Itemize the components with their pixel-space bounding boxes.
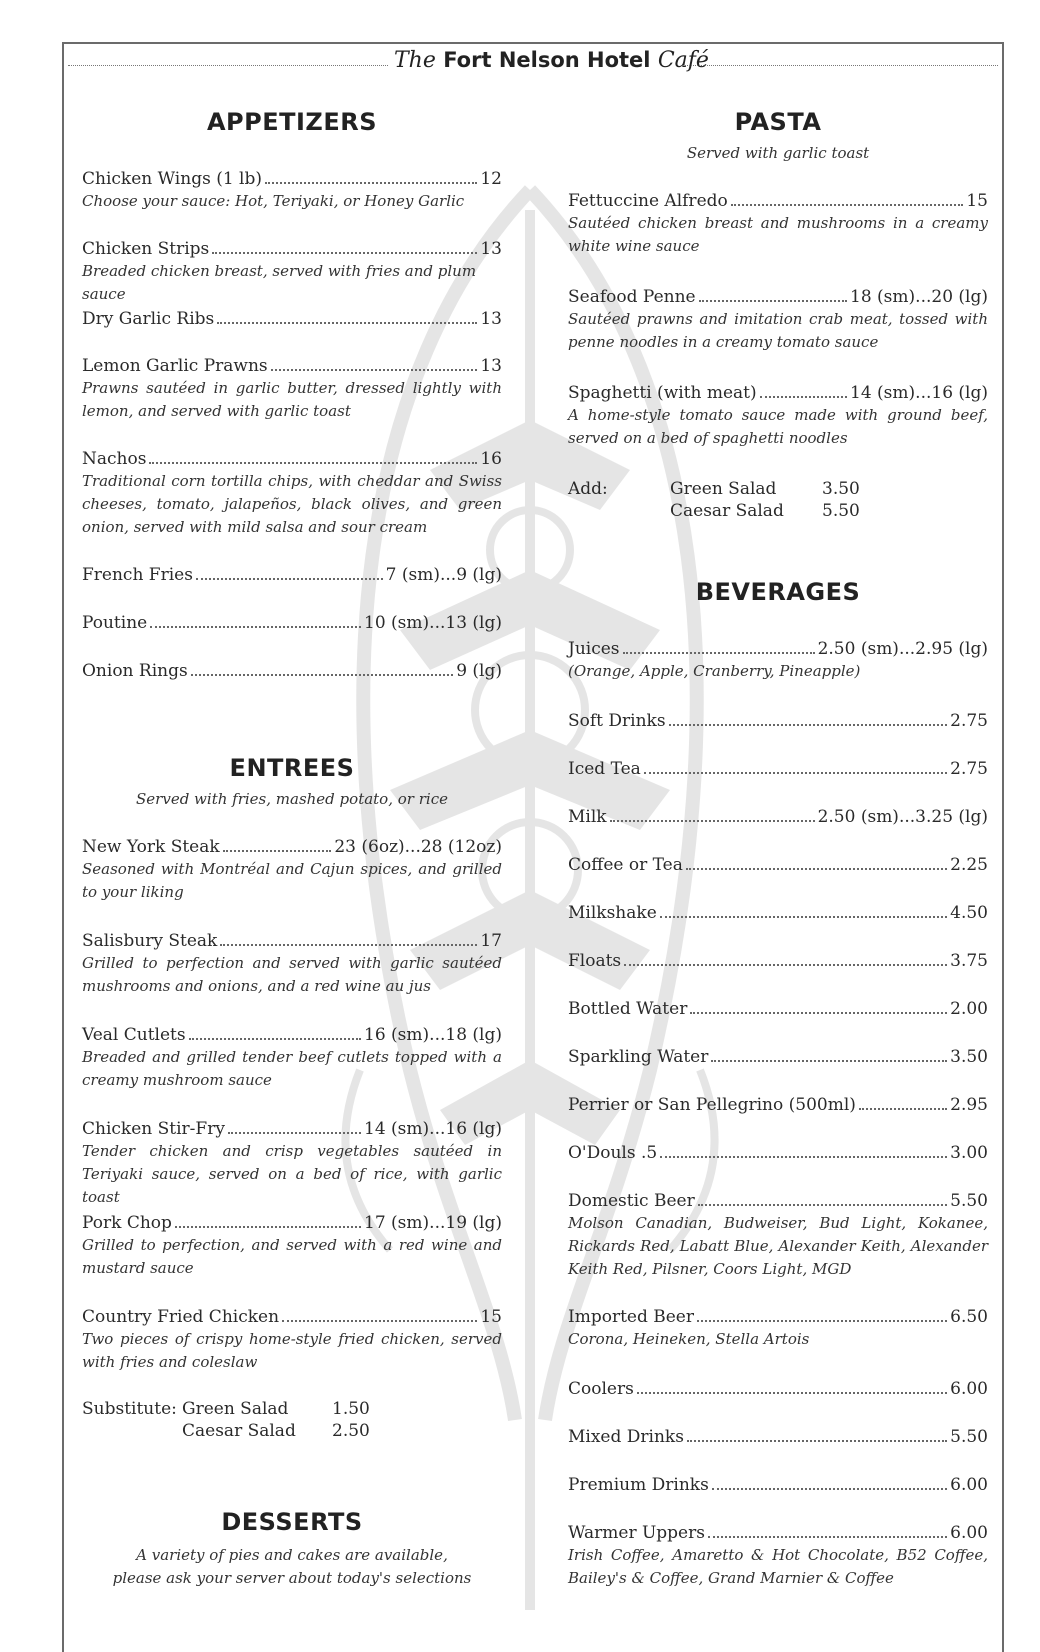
add-option-name: Green Salad bbox=[670, 479, 777, 499]
item-name: Perrier or San Pellegrino (500ml) bbox=[568, 1095, 856, 1115]
entrees-title: ENTREES bbox=[229, 754, 355, 782]
menu-item bbox=[82, 1306, 502, 1374]
pasta-subtitle: Served with garlic toast bbox=[686, 144, 870, 162]
add-option-name: Caesar Salad bbox=[670, 501, 784, 521]
menu-item bbox=[82, 612, 502, 634]
item-price: 13 bbox=[480, 356, 502, 376]
menu-item bbox=[568, 1378, 988, 1400]
item-price: 14 (sm)...16 (lg) bbox=[364, 1119, 502, 1139]
menu-item bbox=[568, 998, 988, 1020]
leader-dots bbox=[690, 1012, 947, 1014]
item-description: Grilled to perfection and served with garlic sautéed mushrooms and onions, and a red wine au jus bbox=[82, 954, 502, 995]
desserts-title: DESSERTS bbox=[221, 1508, 363, 1536]
leader-dots bbox=[637, 1392, 947, 1394]
item-price: 2.75 bbox=[950, 759, 988, 779]
add-option-price: 3.50 bbox=[822, 479, 860, 499]
leader-dots bbox=[196, 578, 383, 580]
item-name: Onion Rings bbox=[82, 661, 188, 681]
item-price: 5.50 bbox=[950, 1427, 988, 1447]
menu-item bbox=[82, 1118, 502, 1209]
item-price: 3.00 bbox=[950, 1143, 988, 1163]
menu-item bbox=[82, 448, 502, 539]
right-column bbox=[568, 0, 988, 1646]
item-description: Choose your sauce: Hot, Teriyaki, or Honey Garlic bbox=[82, 192, 465, 210]
item-description: Sautéed chicken breast and mushrooms in a creamy white wine sauce bbox=[568, 214, 988, 255]
item-price: 18 (sm)...20 (lg) bbox=[850, 287, 988, 307]
menu-item bbox=[82, 836, 502, 904]
item-name: Chicken Stir-Fry bbox=[82, 1119, 225, 1139]
leader-dots bbox=[191, 674, 453, 676]
leader-dots bbox=[624, 964, 947, 966]
item-price: 3.75 bbox=[950, 951, 988, 971]
item-name: Milk bbox=[568, 807, 607, 827]
item-description: Grilled to perfection, and served with a red wine and mustard sauce bbox=[82, 1236, 502, 1277]
leader-dots bbox=[610, 820, 815, 822]
item-price: 17 bbox=[480, 931, 502, 951]
item-description: Two pieces of crispy home-style fried chicken, served with fries and coleslaw bbox=[82, 1330, 502, 1371]
menu-item bbox=[82, 564, 502, 586]
leader-dots bbox=[220, 944, 477, 946]
item-name: French Fries bbox=[82, 565, 193, 585]
item-description: Traditional corn tortilla chips, with cheddar and Swiss cheeses, tomato, jalapeños, black olives, and green onion, served with mild salsa and sour cream bbox=[82, 472, 502, 536]
item-name: Floats bbox=[568, 951, 622, 971]
leader-dots bbox=[699, 300, 847, 302]
item-name: Seafood Penne bbox=[568, 287, 696, 307]
menu-item bbox=[568, 190, 988, 258]
entrees-subtitle: Served with fries, mashed potato, or rice bbox=[136, 790, 448, 808]
item-name: Poutine bbox=[82, 613, 148, 633]
menu-item bbox=[568, 1046, 988, 1068]
item-price: 6.00 bbox=[950, 1523, 988, 1543]
menu-item bbox=[568, 1094, 988, 1116]
menu-item bbox=[568, 286, 988, 354]
menu-item bbox=[568, 902, 988, 924]
item-description: Irish Coffee, Amaretto & Hot Chocolate, B52 Coffee, Bailey's & Coffee, Grand Marnier & Coffee bbox=[568, 1546, 988, 1587]
item-name: Imported Beer bbox=[568, 1307, 694, 1327]
menu-item bbox=[82, 355, 502, 423]
item-price: 5.50 bbox=[950, 1191, 988, 1211]
leader-dots bbox=[212, 252, 477, 254]
item-name: Country Fried Chicken bbox=[82, 1307, 280, 1327]
item-price: 16 bbox=[480, 449, 502, 469]
leader-dots bbox=[687, 1440, 947, 1442]
leader-dots bbox=[669, 724, 948, 726]
item-price: 2.95 bbox=[950, 1095, 988, 1115]
leader-dots bbox=[731, 204, 964, 206]
menu-item bbox=[82, 168, 502, 213]
item-description: A home-style tomato sauce made with ground beef, served on a bed of spaghetti noodles bbox=[568, 406, 988, 447]
menu-item bbox=[568, 950, 988, 972]
substitute-options bbox=[82, 1398, 502, 1444]
leader-dots bbox=[271, 369, 478, 371]
item-price: 2.00 bbox=[950, 999, 988, 1019]
item-description: Seasoned with Montréal and Cajun spices, and grilled to your liking bbox=[82, 860, 502, 901]
item-name: Chicken Wings (1 lb) bbox=[82, 169, 263, 189]
item-name: Chicken Strips bbox=[82, 239, 210, 259]
menu-item bbox=[82, 930, 502, 998]
beverages-title: BEVERAGES bbox=[695, 578, 861, 606]
item-name: Domestic Beer bbox=[568, 1191, 695, 1211]
pasta-title: PASTA bbox=[734, 108, 822, 136]
pasta-add-options bbox=[568, 478, 988, 524]
substitute-label: Substitute: bbox=[82, 1399, 177, 1419]
header-the: The bbox=[394, 48, 436, 73]
menu-item bbox=[568, 1190, 988, 1281]
item-name: Lemon Garlic Prawns bbox=[82, 356, 268, 376]
item-name: Premium Drinks bbox=[568, 1475, 709, 1495]
menu-item bbox=[568, 1474, 988, 1496]
leader-dots bbox=[189, 1038, 361, 1040]
item-price: 10 (sm)...13 (lg) bbox=[364, 613, 502, 633]
item-price: 2.75 bbox=[950, 711, 988, 731]
menu-item bbox=[568, 710, 988, 732]
leader-dots bbox=[660, 1156, 947, 1158]
leader-dots bbox=[150, 626, 361, 628]
leader-dots bbox=[859, 1108, 947, 1110]
item-price: 13 bbox=[480, 309, 502, 329]
item-description: Tender chicken and crisp vegetables sautéed in Teriyaki sauce, served on a bed of rice, with garlic toast bbox=[82, 1142, 502, 1206]
menu-item bbox=[568, 1522, 988, 1590]
item-description: Molson Canadian, Budweiser, Bud Light, Kokanee, Rickards Red, Labatt Blue, Alexander Keith, Alexander Keith Red, Pilsner, Coors Light, MGD bbox=[568, 1214, 988, 1278]
item-price: 14 (sm)...16 (lg) bbox=[850, 383, 988, 403]
item-name: New York Steak bbox=[82, 837, 220, 857]
item-price: 6.00 bbox=[950, 1379, 988, 1399]
item-price: 6.50 bbox=[950, 1307, 988, 1327]
item-price: 2.50 (sm)...3.25 (lg) bbox=[817, 807, 988, 827]
leader-dots bbox=[698, 1204, 947, 1206]
menu-item bbox=[82, 1212, 502, 1280]
menu-item bbox=[568, 758, 988, 780]
item-name: Salisbury Steak bbox=[82, 931, 218, 951]
item-price: 13 bbox=[480, 239, 502, 259]
appetizers-title: APPETIZERS bbox=[206, 108, 377, 136]
leader-dots bbox=[282, 1320, 477, 1322]
item-name: Mixed Drinks bbox=[568, 1427, 684, 1447]
substitute-option-price: 1.50 bbox=[332, 1399, 370, 1419]
item-name: Coolers bbox=[568, 1379, 634, 1399]
desserts-note-line1: A variety of pies and cakes are available, bbox=[136, 1546, 448, 1564]
add-option-price: 5.50 bbox=[822, 501, 860, 521]
menu-item bbox=[82, 1024, 502, 1092]
item-price: 23 (6oz)...28 (12oz) bbox=[334, 837, 502, 857]
item-price: 16 (sm)...18 (lg) bbox=[364, 1025, 502, 1045]
leader-dots bbox=[217, 322, 477, 324]
item-name: O'Douls .5 bbox=[568, 1143, 658, 1163]
substitute-option-name: Caesar Salad bbox=[182, 1421, 296, 1441]
left-column bbox=[82, 0, 502, 1646]
leader-dots bbox=[223, 850, 332, 852]
item-description: Sautéed prawns and imitation crab meat, tossed with penne noodles in a creamy tomato sauce bbox=[568, 310, 988, 351]
item-price: 2.50 (sm)...2.95 (lg) bbox=[817, 639, 988, 659]
menu-item bbox=[568, 638, 988, 683]
add-label: Add: bbox=[568, 479, 608, 499]
menu-item bbox=[568, 1426, 988, 1448]
menu-item bbox=[82, 308, 502, 330]
item-description: Breaded and grilled tender beef cutlets topped with a creamy mushroom sauce bbox=[82, 1048, 502, 1089]
menu-item bbox=[568, 1142, 988, 1164]
menu-item bbox=[568, 854, 988, 876]
item-description: (Orange, Apple, Cranberry, Pineapple) bbox=[568, 662, 861, 680]
item-description: Prawns sautéed in garlic butter, dressed lightly with lemon, and served with garlic toast bbox=[82, 379, 502, 420]
item-price: 12 bbox=[480, 169, 502, 189]
leader-dots bbox=[712, 1488, 947, 1490]
menu-item bbox=[82, 660, 502, 682]
leader-dots bbox=[686, 868, 947, 870]
substitute-option-price: 2.50 bbox=[332, 1421, 370, 1441]
menu-item bbox=[568, 1306, 988, 1351]
leader-dots bbox=[711, 1060, 947, 1062]
menu-item bbox=[568, 806, 988, 828]
header-cafe: Café bbox=[657, 48, 709, 73]
item-price: 7 (sm)...9 (lg) bbox=[385, 565, 502, 585]
item-description: Corona, Heineken, Stella Artois bbox=[568, 1330, 810, 1348]
leader-dots bbox=[708, 1536, 947, 1538]
item-price: 9 (lg) bbox=[456, 661, 502, 681]
item-name: Coffee or Tea bbox=[568, 855, 683, 875]
item-name: Spaghetti (with meat) bbox=[568, 383, 757, 403]
leader-dots bbox=[697, 1320, 947, 1322]
leader-dots bbox=[228, 1132, 361, 1134]
item-name: Fettuccine Alfredo bbox=[568, 191, 728, 211]
leader-dots bbox=[149, 462, 477, 464]
item-description: Breaded chicken breast, served with fries and plum sauce bbox=[82, 262, 477, 303]
item-price: 3.50 bbox=[950, 1047, 988, 1067]
item-price: 15 bbox=[966, 191, 988, 211]
item-name: Pork Chop bbox=[82, 1213, 172, 1233]
leader-dots bbox=[623, 652, 815, 654]
item-price: 15 bbox=[480, 1307, 502, 1327]
menu-item bbox=[568, 382, 988, 450]
item-price: 17 (sm)...19 (lg) bbox=[364, 1213, 502, 1233]
item-price: 4.50 bbox=[950, 903, 988, 923]
item-price: 6.00 bbox=[950, 1475, 988, 1495]
leader-dots bbox=[760, 396, 847, 398]
item-name: Sparkling Water bbox=[568, 1047, 709, 1067]
item-name: Soft Drinks bbox=[568, 711, 666, 731]
item-name: Milkshake bbox=[568, 903, 657, 923]
item-name: Dry Garlic Ribs bbox=[82, 309, 215, 329]
item-name: Nachos bbox=[82, 449, 147, 469]
item-name: Iced Tea bbox=[568, 759, 641, 779]
leader-dots bbox=[644, 772, 947, 774]
item-price: 2.25 bbox=[950, 855, 988, 875]
item-name: Warmer Uppers bbox=[568, 1523, 705, 1543]
item-name: Veal Cutlets bbox=[82, 1025, 186, 1045]
item-name: Bottled Water bbox=[568, 999, 688, 1019]
desserts-note-line2: please ask your server about today's selections bbox=[112, 1569, 472, 1587]
header-name: Fort Nelson Hotel bbox=[443, 48, 651, 72]
leader-dots bbox=[265, 182, 477, 184]
menu-item bbox=[82, 238, 502, 306]
item-name: Juices bbox=[568, 639, 620, 659]
leader-dots bbox=[660, 916, 947, 918]
substitute-option-name: Green Salad bbox=[182, 1399, 289, 1419]
leader-dots bbox=[175, 1226, 361, 1228]
